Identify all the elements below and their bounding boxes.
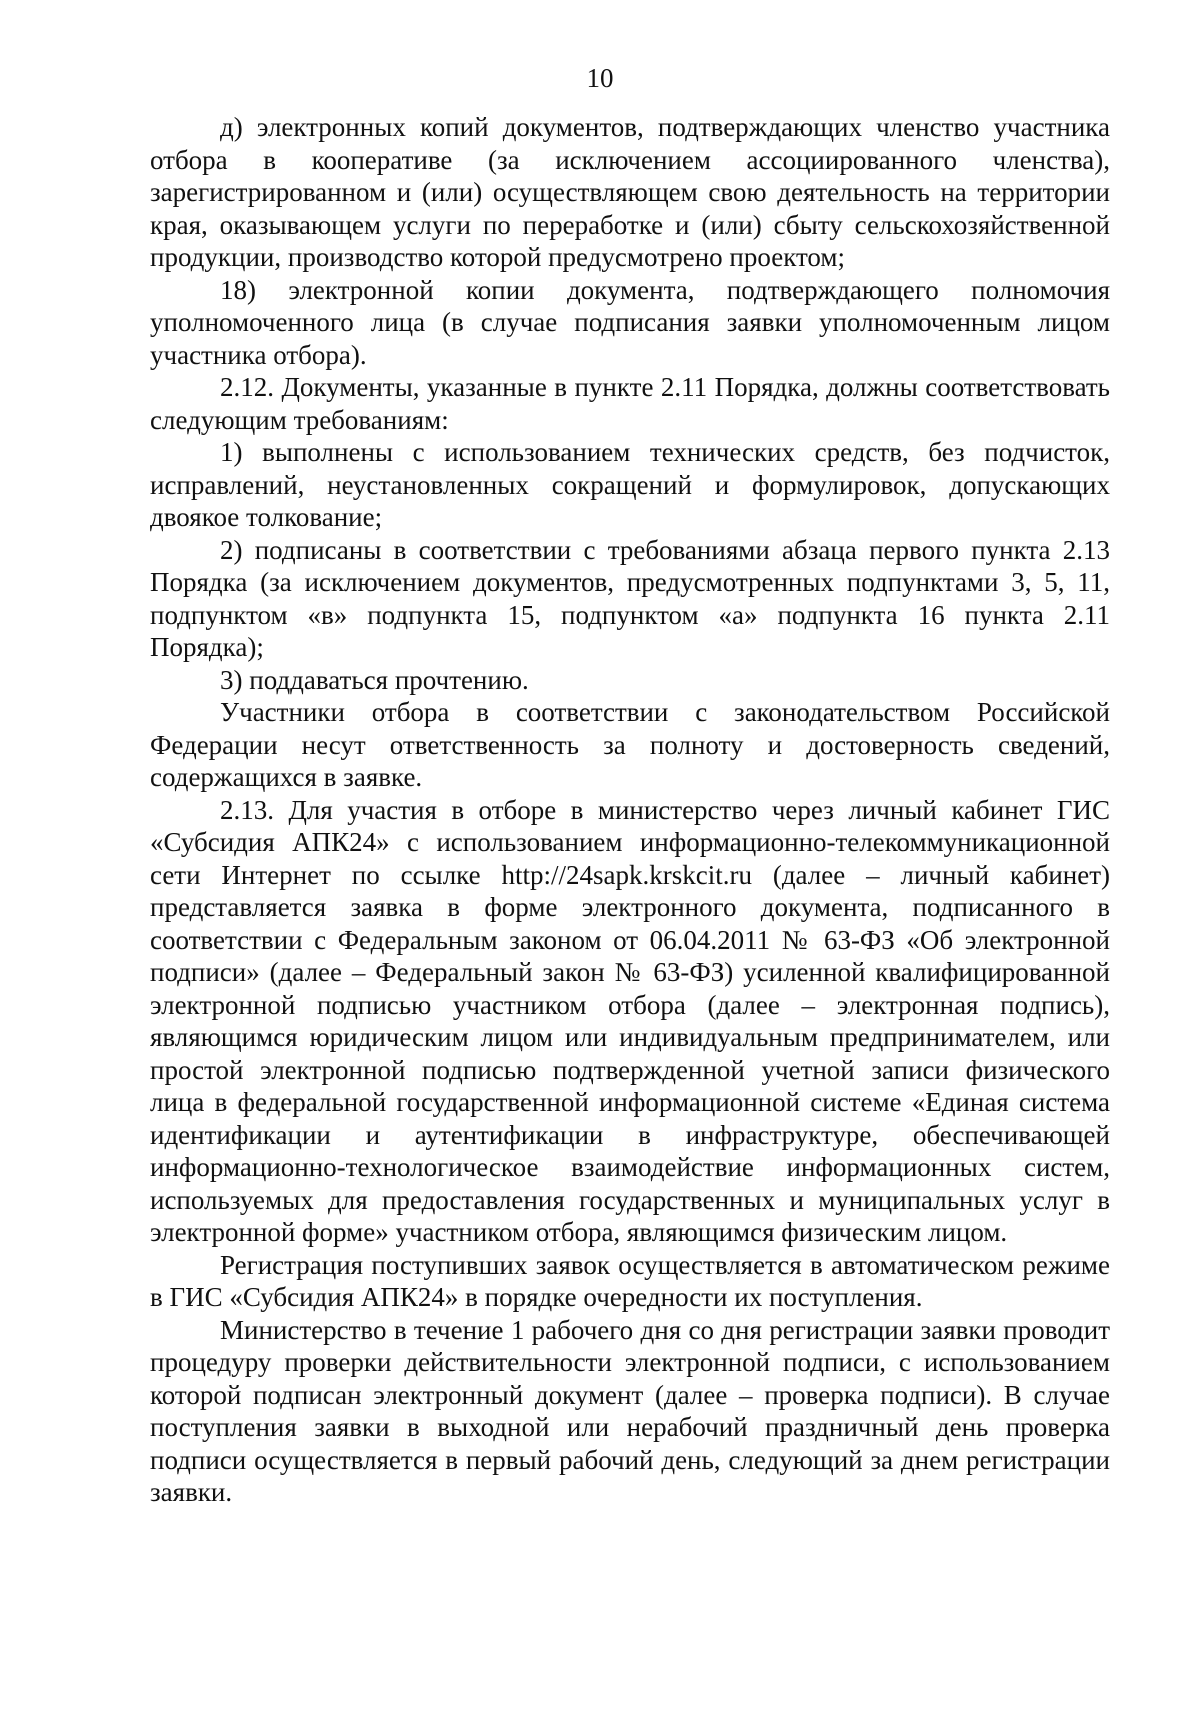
paragraph-2-13-application-submission: 2.13. Для участия в отборе в министерство через личный кабинет ГИС «Субсидия АПК24» с использованием информационно-телекоммуникационной сети Интернет по ссылке http://24sapk.krskcit.ru (далее – личный кабинет) представляется заявка в форме электронного документа, подписанного в соответствии с Федеральным законом от 06.04.2011 № 63-ФЗ «Об электронной подписи» (далее – Федеральный закон № 63-ФЗ) усиленной квалифицированной электронной подписью участником отбора (далее – электронная подпись), являющимся юридическим лицом или индивидуальным предпринимателем, или простой электронной подписью подтвержденной учетной записи физического лица в федеральной государственной информационной системе «Единая система идентификации и аутентификации в инфраструктуре, обеспечивающей информационно-технологическое взаимодействие информационных систем, используемых для предоставления государственных и муниципальных услуг в электронной форме» участником отбора, являющимся физическим лицом. [150,794,1110,1247]
page-number: 10 [586,63,614,93]
paragraph-requirement-3: 3) поддаваться прочтению. [220,664,529,695]
paragraph-application-registration: Регистрация поступивших заявок осуществляется в автоматическом режиме в ГИС «Субсидия АПК24» в порядке очередности их поступления. [150,1249,1110,1312]
paragraph-18-authority-document: 18) электронной копии документа, подтверждающего полномочия уполномоченного лица (в случае подписания заявки уполномоченным лицом участника отбора). [150,274,1110,370]
paragraph-signature-verification: Министерство в течение 1 рабочего дня со дня регистрации заявки проводит процедуру проверки действительности электронной подписи, с использованием которой подписан электронный документ (далее – проверка подписи). В случае поступления заявки в выходной или нерабочий праздничный день проверка подписи осуществляется в первый рабочий день, следующий за днем регистрации заявки. [150,1314,1110,1507]
paragraph-d-cooperative-membership: д) электронных копий документов, подтверждающих членство участника отбора в кооперативе (за исключением ассоциированного членства), зарегистрированном и (или) осуществляющем свою деятельность на территории края, оказывающем услуги по переработке и (или) сбыту сельскохозяйственной продукции, производство которой предусмотрено проектом; [150,112,1110,272]
paragraph-participants-responsibility: Участники отбора в соответствии с законодательством Российской Федерации несут ответственность за полноту и достоверность сведений, содержащихся в заявке. [150,697,1110,792]
paragraph-requirement-1: 1) выполнены с использованием технических средств, без подчисток, исправлений, неустановленных сокращений и формулировок, допускающих двоякое толкование; [150,437,1110,532]
paragraph-requirement-2: 2) подписаны в соответствии с требованиями абзаца первого пункта 2.13 Порядка (за исключением документов, предусмотренных подпунктами 3, 5, 11, подпунктом «в» подпункта 15, подпунктом «а» подпункта 16 пункта 2.11 Порядка); [150,534,1110,662]
paragraph-2-12-requirements: 2.12. Документы, указанные в пункте 2.11 Порядка, должны соответствовать следующим требованиям: [150,372,1110,435]
document-body [150,111,1110,1509]
